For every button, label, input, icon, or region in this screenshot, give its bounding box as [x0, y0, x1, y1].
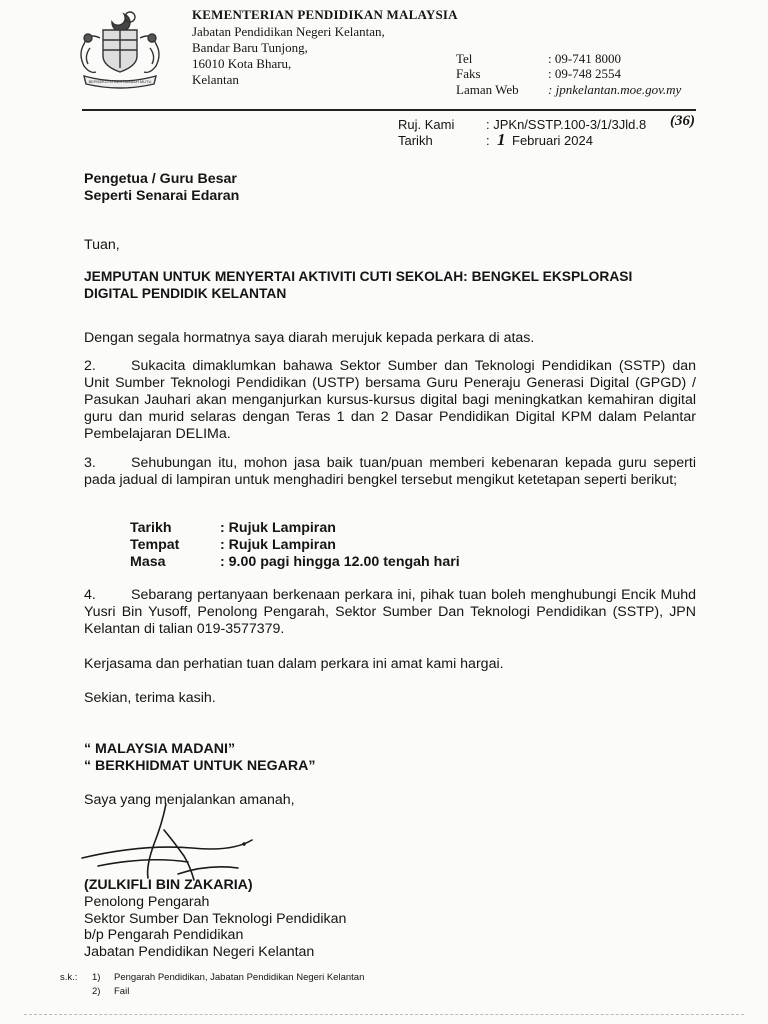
page-bottom-edge — [24, 1014, 744, 1015]
cc-item-2-number: 2) — [92, 986, 101, 997]
web-value: : jpnkelantan.moe.gov.my — [548, 82, 682, 97]
subject-line-2: DIGITAL PENDIDIK KELANTAN — [84, 286, 287, 301]
closing-text: Saya yang menjalankan amanah, — [84, 792, 295, 808]
cc-item-1-number: 1) — [92, 972, 101, 983]
web-label: Laman Web — [456, 82, 519, 97]
detail-time-label: Masa — [130, 554, 166, 570]
paragraph-2-number: 2. — [84, 358, 96, 374]
date-colon: : — [486, 133, 490, 148]
recipient-line-2: Seperti Senarai Edaran — [84, 188, 240, 204]
address-line-1: Jabatan Pendidikan Negeri Kelantan, — [192, 24, 385, 39]
paragraph-4-number: 4. — [84, 587, 96, 603]
detail-date-label: Tarikh — [130, 520, 172, 536]
detail-time-value: : 9.00 pagi hingga 12.00 tengah hari — [220, 554, 460, 570]
cc-item-2-text: Fail — [114, 986, 130, 997]
fax-value: : 09-748 2554 — [548, 66, 621, 81]
ref-handwritten-number: (36) — [670, 113, 695, 129]
signatory-title-4: Jabatan Pendidikan Negeri Kelantan — [84, 944, 315, 960]
tel-value: : 09-741 8000 — [548, 51, 621, 66]
tel-label: Tel — [456, 51, 473, 66]
paragraph-3-number: 3. — [84, 455, 96, 471]
detail-venue-value: : Rujuk Lampiran — [220, 537, 336, 553]
address-line-4: Kelantan — [192, 72, 239, 87]
signatory-name: (ZULKIFLI BIN ZAKARIA) — [84, 877, 253, 893]
cc-label: s.k.: — [60, 972, 78, 983]
signatory-title-1: Penolong Pengarah — [84, 894, 210, 910]
detail-date-value: : Rujuk Lampiran — [220, 520, 336, 536]
date-handwritten-day: 1 — [497, 130, 506, 149]
thanks-text: Sekian, terima kasih. — [84, 690, 216, 706]
paragraph-4 — [84, 587, 696, 638]
appreciation-text: Kerjasama dan perhatian tuan dalam perkara ini amat kami hargai. — [84, 656, 504, 672]
date-label: Tarikh — [398, 133, 433, 148]
signatory-title-3: b/p Pengarah Pendidikan — [84, 927, 244, 943]
address-line-2: Bandar Baru Tunjong, — [192, 40, 308, 55]
paragraph-4-text: Sebarang pertanyaan berkenaan perkara ini, pihak tuan boleh menghubungi Encik Muhd Yusri Bin Yusoff, Penolong Pengarah, Sektor Sumber Dan Teknologi Pendidikan (SSTP), JPN Kelantan di talian 019-3577379. — [84, 587, 696, 637]
detail-venue-label: Tempat — [130, 537, 180, 553]
cc-item-1-text: Pengarah Pendidikan, Jabatan Pendidikan Negeri Kelantan — [114, 972, 365, 983]
paragraph-3 — [84, 455, 696, 489]
slogan-1: “ MALAYSIA MADANI” — [84, 741, 236, 757]
malaysia-coat-of-arms-icon — [70, 8, 170, 92]
subject-line-1: JEMPUTAN UNTUK MENYERTAI AKTIVITI CUTI SEKOLAH: BENGKEL EKSPLORASI — [84, 269, 633, 284]
ref-label: Ruj. Kami — [398, 117, 455, 132]
paragraph-3-text: Sehubungan itu, mohon jasa baik tuan/puan memberi kebenaran kepada guru seperti pada jadual di lampiran untuk menghadiri bengkel tersebut mengikut ketetapan seperti berikut; — [84, 455, 696, 488]
salutation: Tuan, — [84, 237, 120, 253]
paragraph-2-text: Sukacita dimaklumkan bahawa Sektor Sumber dan Teknologi Pendidikan (SSTP) dan Unit Sumber Teknologi Pendidikan (USTP) bersama Guru Peneraju Generasi Digital (GPGD) / Pasukan Jauhari akan menganjurkan kursus-kursus digital bagi meningkatkan kemahiran digital guru dan murid selaras dengan Teras 1 dan 2 Dasar Pendidikan Digital KPM dalam Pelantar Pembelajaran DELIMa. — [84, 358, 696, 442]
crest-motto: BERSEKUTU BERTAMBAH MUTU — [88, 79, 152, 84]
address-line-3: 16010 Kota Bharu, — [192, 56, 292, 71]
letterhead-divider — [82, 109, 696, 111]
fax-label: Faks — [456, 66, 481, 81]
slogan-2: “ BERKHIDMAT UNTUK NEGARA” — [84, 758, 316, 774]
opening-paragraph: Dengan segala hormatnya saya diarah merujuk kepada perkara di atas. — [84, 330, 535, 346]
ref-value: : JPKn/SSTP.100-3/1/3Jld.8 — [486, 117, 647, 132]
paragraph-2 — [84, 358, 696, 443]
recipient-line-1: Pengetua / Guru Besar — [84, 171, 237, 187]
ministry-name: KEMENTERIAN PENDIDIKAN MALAYSIA — [192, 7, 458, 22]
signatory-title-2: Sektor Sumber Dan Teknologi Pendidikan — [84, 911, 347, 927]
date-value: Februari 2024 — [512, 133, 593, 148]
